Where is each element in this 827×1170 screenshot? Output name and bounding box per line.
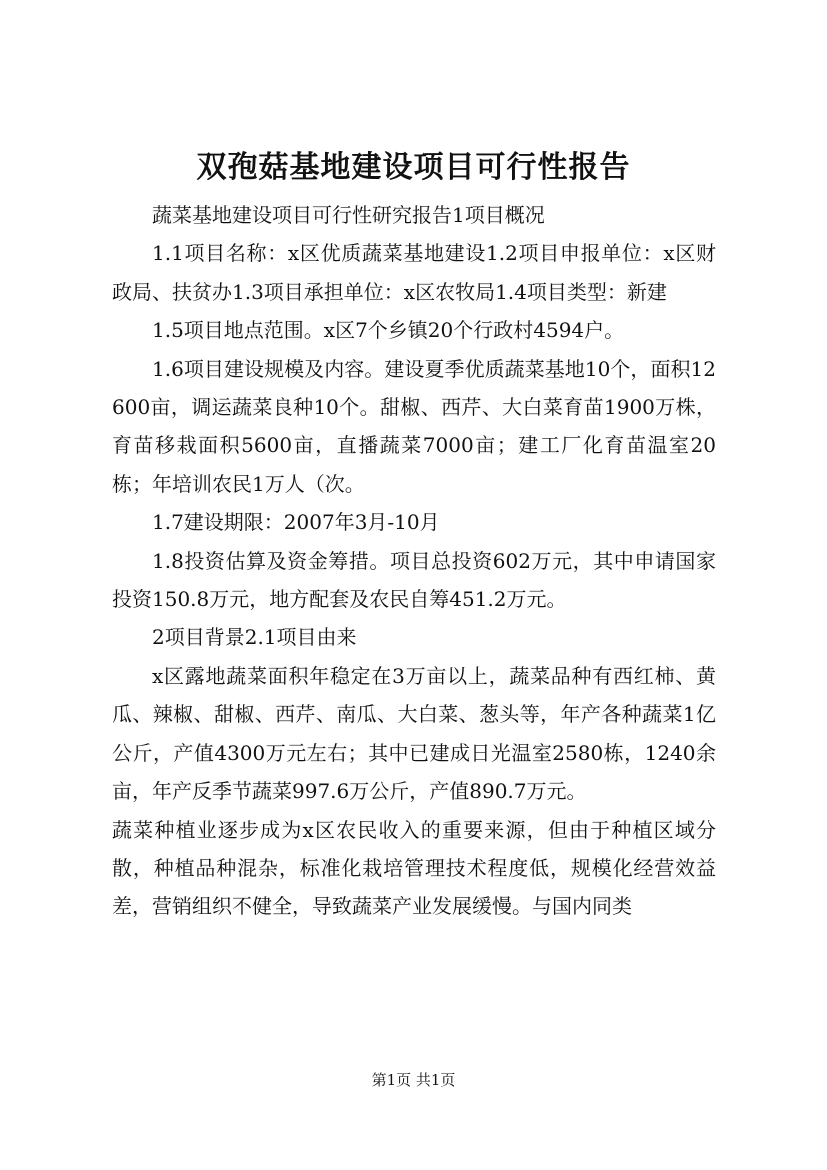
paragraph-project-info: 1.1项目名称：x区优质蔬菜基地建设1.2项目申报单位：x区财政局、扶贫办1.3项目承担单位：x区农牧局1.4项目类型：新建 xyxy=(112,241,716,304)
paragraph-background: x区露地蔬菜面积年稳定在3万亩以上，蔬菜品种有西红柿、黄瓜、辣椒、甜椒、西芹、南瓜、大白菜、葱头等，年产各种蔬菜1亿公斤，产值4300万元左右；其中已建成日光温室2580栋，1240余亩，年产反季节蔬菜997.6万公斤，产值890.7万元。 xyxy=(112,663,716,804)
paragraph-income: 蔬菜种植业逐步成为x区农民收入的重要来源，但由于种植区域分散，种植品种混杂，标准化栽培管理技术程度低，规模化经营效益差，营销组织不健全，导致蔬菜产业发展缓慢。与国内同类 xyxy=(112,817,716,919)
paragraph-location: 1.5项目地点范围。x区7个乡镇20个行政村4594户。 xyxy=(152,318,625,343)
document-body xyxy=(112,196,716,926)
paragraph-period: 1.7建设期限：2007年3月-10月 xyxy=(152,510,440,535)
paragraph-investment: 1.8投资估算及资金筹措。项目总投资602万元，其中申请国家投资150.8万元，地方配套及农民自筹451.2万元。 xyxy=(112,548,716,612)
page-footer: 第1页 共1页 xyxy=(371,1071,456,1089)
paragraph-background-heading: 2项目背景2.1项目由来 xyxy=(152,625,357,650)
document-title: 双孢菇基地建设项目可行性报告 xyxy=(196,150,631,185)
paragraph-scale: 1.6项目建设规模及内容。建设夏季优质蔬菜基地10个，面积12600亩，调运蔬菜良种10个。甜椒、西芹、大白菜育苗1900万株，育苗移栽面积5600亩，直播蔬菜7000亩；建工厂化育苗温室20栋；年培训农民1万人（次。 xyxy=(112,356,716,496)
paragraph-heading: 蔬菜基地建设项目可行性研究报告1项目概况 xyxy=(152,203,545,227)
